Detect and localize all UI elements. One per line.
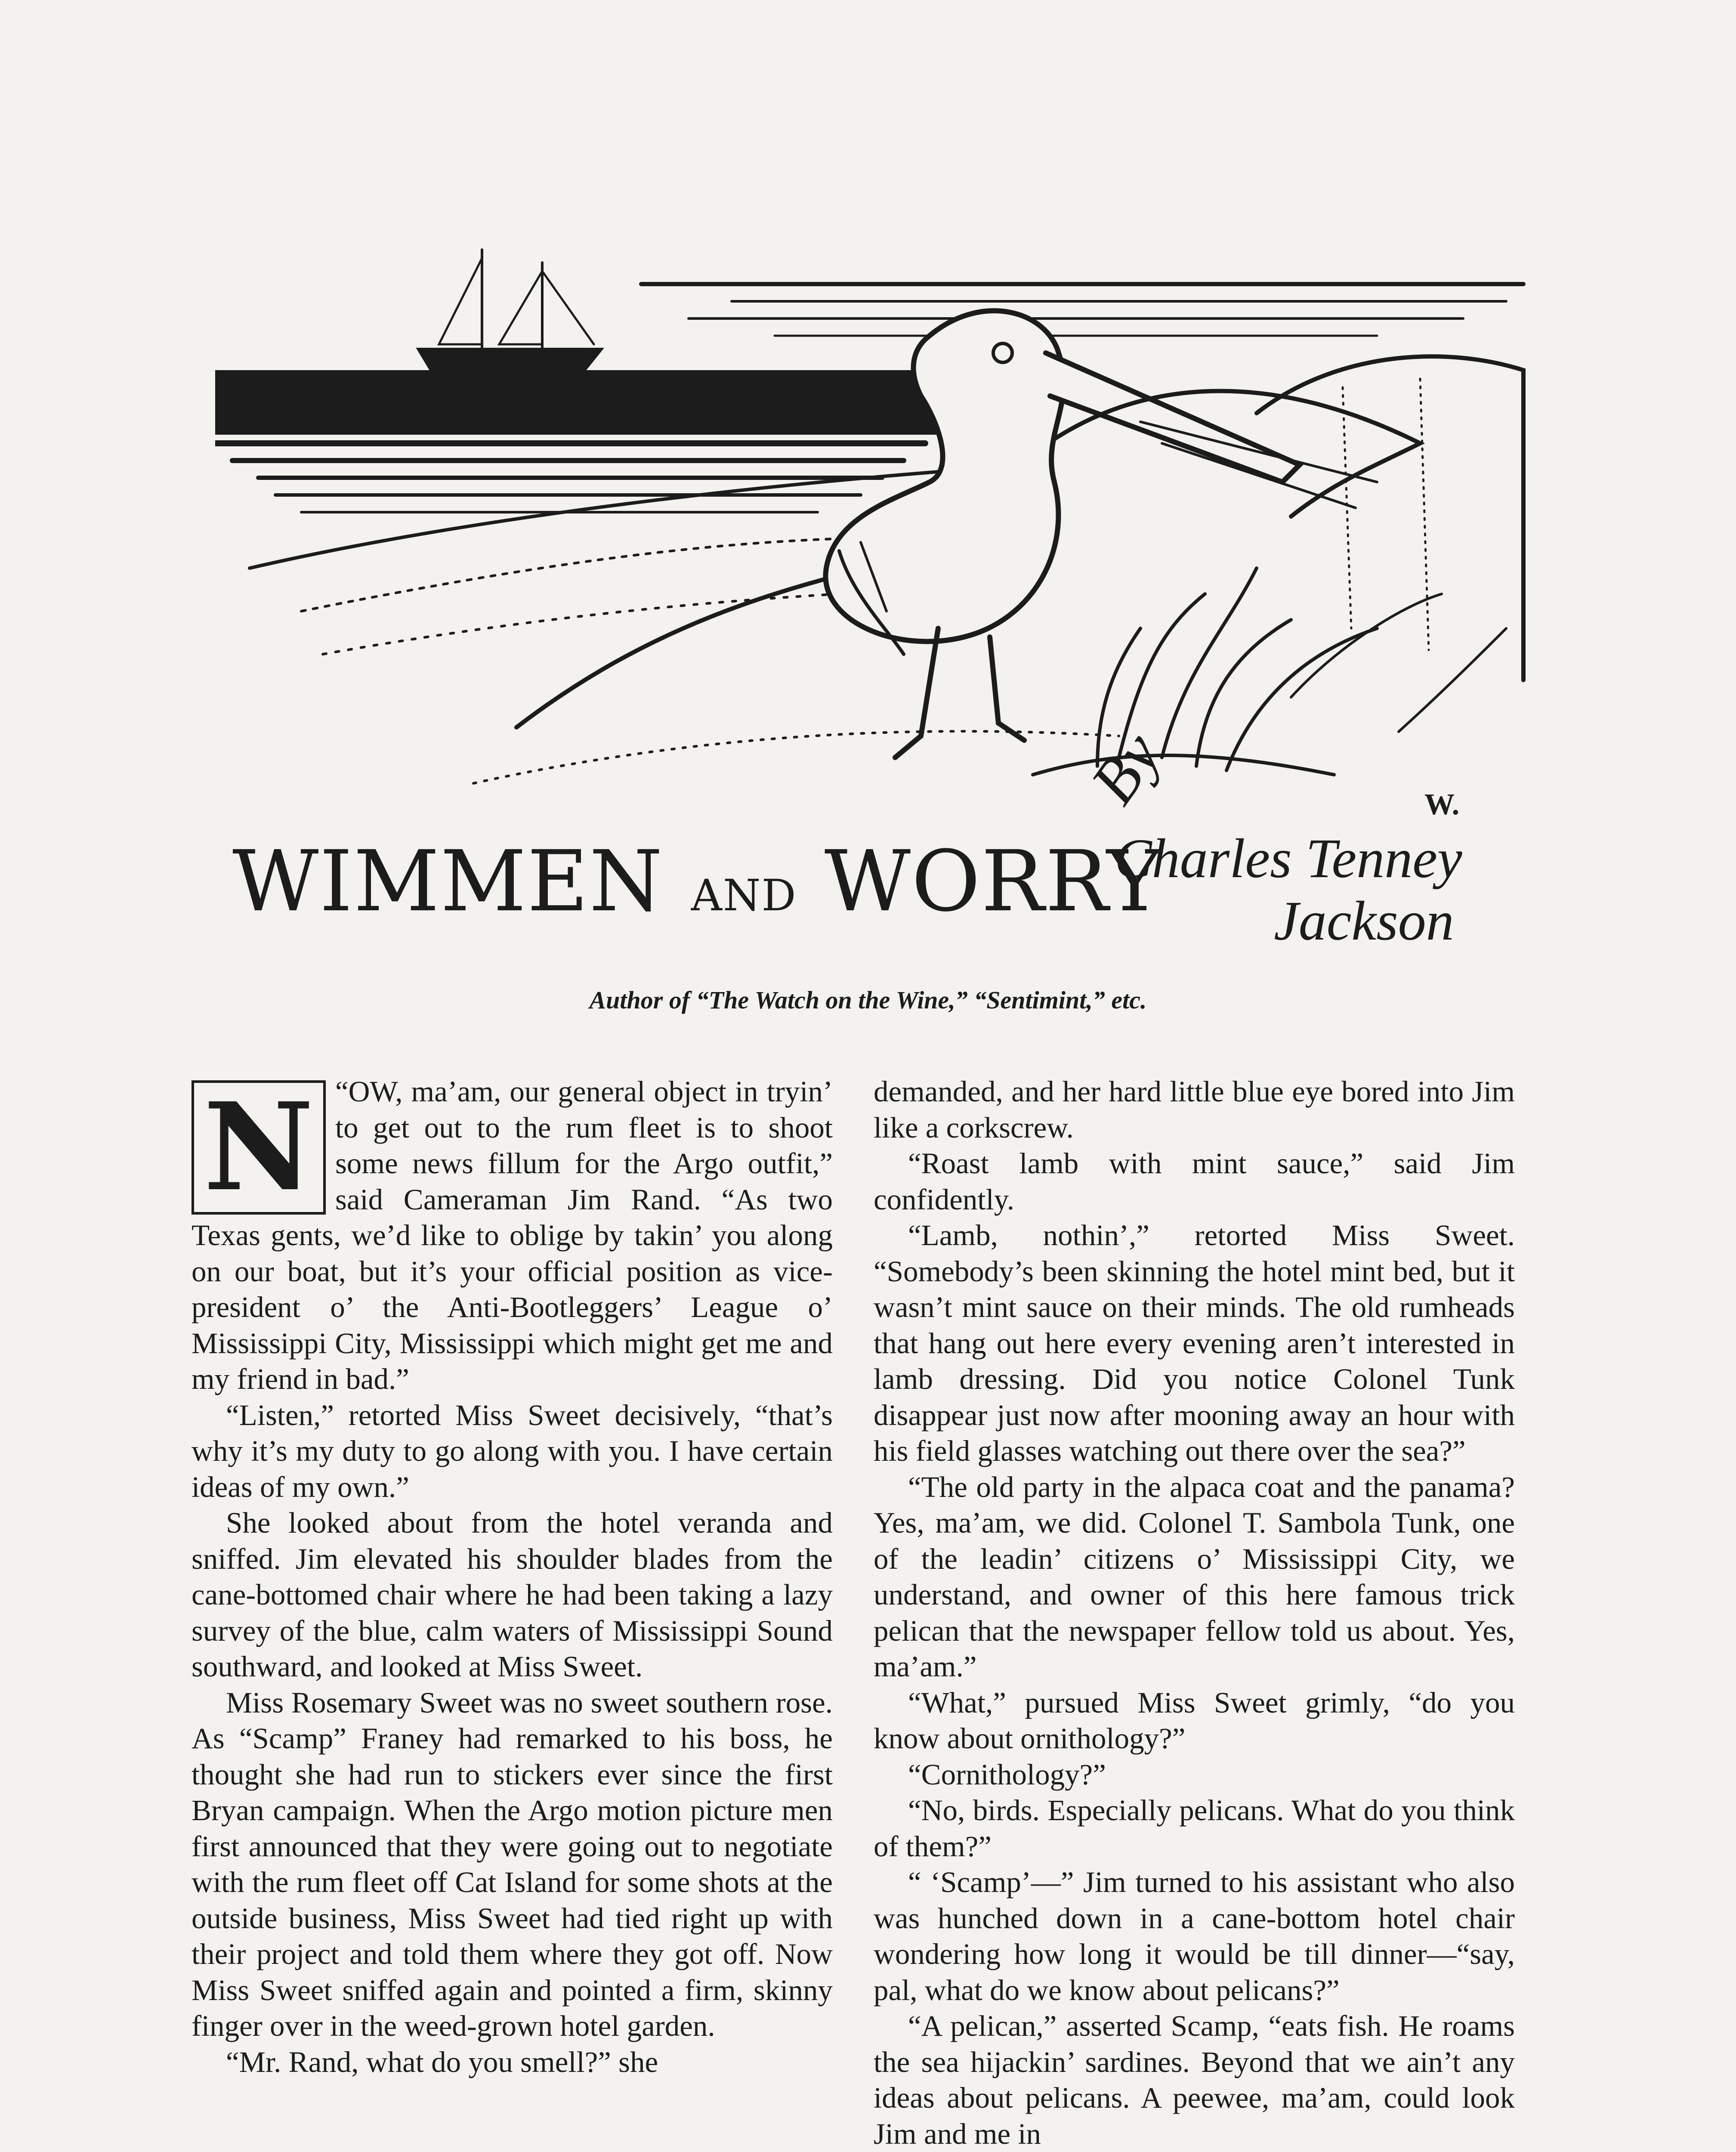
paragraph: “The old party in the alpaca coat and the panama? Yes, ma’am, we did. Colonel T. Sambola Tunk, one of the leadin’ citizens o’ Mississippi City, we understand, and owner of this here famous trick pelican that the newspaper fellow told us about. Yes, ma’am.” — [874, 1470, 1515, 1683]
author-credits: Author of “The Watch on the Wine,” “Sentimint,” etc. — [589, 986, 1147, 1014]
paragraph: “No, birds. Especially pelicans. What do you think of them?” — [874, 1794, 1515, 1863]
text-column-left — [192, 1074, 833, 2080]
paragraph-text: OW, ma’am, our general object in tryin’ to get out to the rum fleet is to shoot some news fillum for the Argo outfit,” said Cameraman Jim Rand. “As two Texas gents, we’d like to oblige by takin’ you along on our boat, but it’s your official position as vice-president o’ the Anti-Bootleggers’ League o’ Mississippi City, Mississippi which might get me and my friend in bad.” — [192, 1075, 833, 1395]
paragraph: “Mr. Rand, what do you smell?” she — [226, 2045, 658, 2078]
paragraph: “ ‘Scamp’—” Jim turned to his assistant who also was hunched down in a cane-bottom hotel chair wondering how long it would be till dinner—“say, pal, what do we know about pelicans?” — [874, 1866, 1515, 2007]
paragraph: “Roast lamb with mint sauce,” said Jim confidently. — [874, 1147, 1515, 1216]
paragraph: “Cornithology?” — [908, 1758, 1106, 1791]
opening-quote: “ — [335, 1075, 349, 1108]
paragraph: “A pelican,” asserted Scamp, “eats fish. He roams the sea hijackin’ sardines. Beyond that we ain’t any ideas about pelicans. A peewee, ma’am, could look Jim and me in — [874, 2010, 1515, 2150]
author-first-name: Charles Tenney — [1115, 828, 1462, 890]
paragraph: “What,” pursued Miss Sweet grimly, “do you know about ornithology?” — [874, 1686, 1515, 1755]
pelican-illustration — [215, 241, 1528, 835]
title-word-and: AND — [691, 870, 797, 921]
paragraph: “Listen,” retorted Miss Sweet decisively, “that’s why it’s my duty to go along with you. I have certain ideas of my own.” — [192, 1398, 833, 1503]
paragraph: Miss Rosemary Sweet was no sweet southern rose. As “Scamp” Franey had remarked to his boss, he thought she had run to stickers ever since the first Bryan campaign. When the Argo motion picture men first announced that they were going out to negotiate with the rum fleet off Cat Island for some shots at the outside business, Miss Sweet had tied right up with their project and told them where they got off. Now Miss Sweet sniffed again and pointed a firm, skinny finger over in the weed-grown hotel garden. — [192, 1686, 833, 2042]
text-column-right — [874, 1074, 1515, 2152]
byline-by: By — [1077, 720, 1175, 816]
author-last-name: Jackson — [1274, 890, 1454, 952]
illustrator-mark: W. — [1424, 788, 1460, 821]
title-word-worry: WORRY — [824, 832, 1163, 930]
drop-cap: N — [192, 1080, 326, 1215]
title-word-wimmen: WIMMEN — [232, 832, 664, 930]
paragraph: She looked about from the hotel veranda and sniffed. Jim elevated his shoulder blades from the cane-bottomed chair where he had been taking a lazy survey of the blue, calm waters of Mississippi Sound southward, and looked at Miss Sweet. — [192, 1506, 833, 1683]
paragraph — [192, 1074, 833, 1398]
paragraph: “Lamb, nothin’,” retorted Miss Sweet. “Somebody’s been skinning the hotel mint bed, but it wasn’t mint sauce on their minds. The old rumheads that hang out here every evening aren’t interested in lamb dressing. Did you notice Colonel Tunk disappear just now after mooning away an hour with his field glasses watching out there over the sea?” — [874, 1219, 1515, 1467]
story-title — [232, 832, 1163, 930]
paragraph: demanded, and her hard little blue eye bored into Jim like a corkscrew. — [874, 1075, 1515, 1144]
